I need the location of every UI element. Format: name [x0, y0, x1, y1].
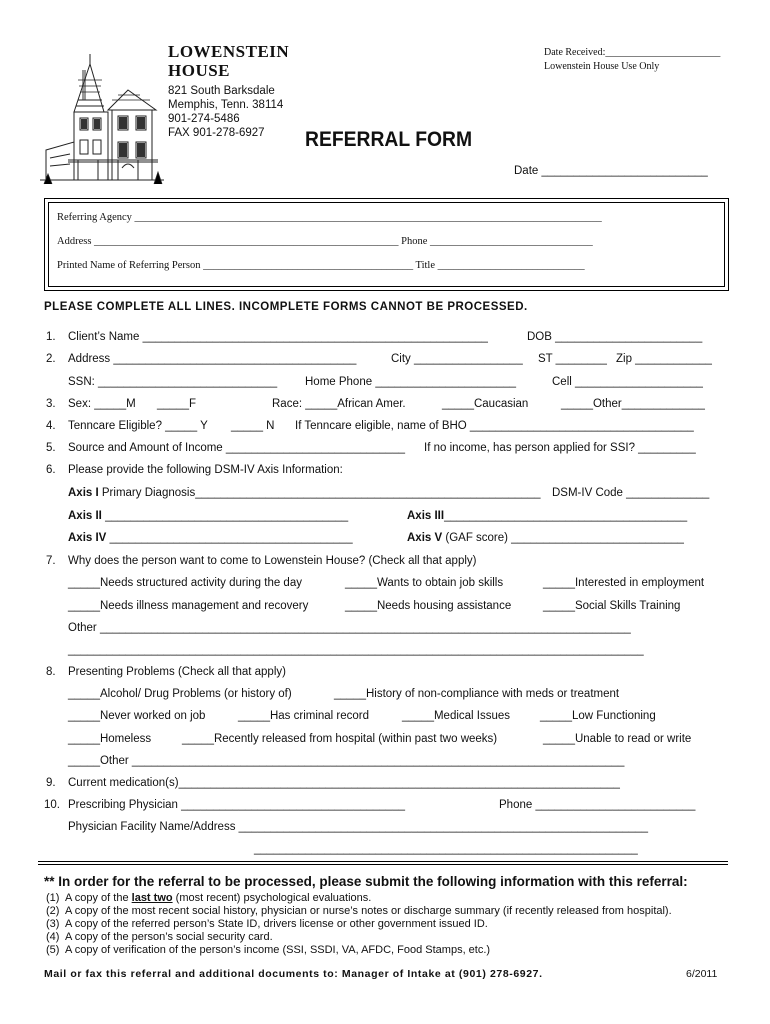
dob-field[interactable]: DOB _______________________	[527, 331, 703, 343]
axis-1-field[interactable]	[68, 487, 541, 499]
dsm-axis-prompt: Please provide the following DSM-IV Axis Information:	[68, 464, 343, 476]
race-caucasian-option[interactable]: _____Caucasian	[442, 398, 529, 410]
requirements-heading: ** In order for the referral to be processed, please submit the following information with this referral:	[44, 874, 688, 889]
requirement-2	[46, 905, 672, 918]
axis-1-input[interactable]: Primary Diagnosis______________________________________________________	[101, 487, 541, 499]
axis-5-field[interactable]	[407, 532, 684, 544]
item-number-5: 5.	[46, 442, 56, 454]
zip-field[interactable]: Zip ____________	[616, 353, 712, 365]
bho-name-field[interactable]: If Tenncare eligible, name of BHO ___________________________________	[295, 420, 694, 432]
form-version: 6/2011	[686, 968, 718, 980]
requirement-3-number: (3)	[46, 918, 60, 930]
race-other-option[interactable]: _____Other_____________	[561, 398, 705, 410]
requirement-3-text: A copy of the referred person’s State ID, drivers license or other government issued ID.	[64, 918, 488, 930]
prescribing-physician-field[interactable]: Prescribing Physician ___________________________________	[68, 799, 405, 811]
problem-read-write[interactable]: _____Unable to read or write	[543, 733, 692, 745]
requirement-3	[46, 918, 488, 931]
sex-male-option[interactable]: Sex: _____M	[68, 398, 136, 410]
axis-4-field[interactable]	[68, 532, 353, 544]
axis-3-input[interactable]: ______________________________________	[444, 510, 688, 522]
problem-low-functioning[interactable]: _____Low Functioning	[540, 710, 656, 722]
item-number-3: 3.	[46, 398, 56, 410]
divider-line-1	[38, 861, 728, 862]
org-phone: 901-274-5486	[168, 113, 240, 125]
reason-structured-activity[interactable]: _____Needs structured activity during the day	[68, 577, 302, 589]
axis-2-input[interactable]: ______________________________________	[105, 510, 349, 522]
item-number-9: 9.	[46, 777, 56, 789]
item-number-10: 10.	[44, 799, 60, 811]
problem-alcohol-drug[interactable]: _____Alcohol/ Drug Problems (or history of)	[68, 688, 292, 700]
referrer-name-field[interactable]: Printed Name of Referring Person ________________________________________ Title ____________________________	[57, 260, 585, 271]
axis-2-label: Axis II	[68, 510, 102, 522]
axis-1-label: Axis I	[68, 487, 99, 499]
house-illustration-logo	[38, 50, 170, 190]
org-street: 821 South Barksdale	[168, 85, 275, 97]
axis-5-label: Axis V	[407, 532, 443, 544]
requirement-1-emphasis: last two	[131, 892, 173, 904]
problem-medical-issues[interactable]: _____Medical Issues	[402, 710, 511, 722]
race-african-american-option[interactable]: Race: _____African Amer.	[272, 398, 406, 410]
state-field[interactable]: ST ________	[538, 353, 607, 365]
requirement-5-number: (5)	[46, 944, 60, 956]
cell-field[interactable]: Cell ____________________	[552, 376, 703, 388]
tenncare-no-option[interactable]: _____ N	[231, 420, 275, 432]
org-name-line2: HOUSE	[168, 61, 231, 80]
ssn-field[interactable]: SSN: ____________________________	[68, 376, 278, 388]
item-number-8: 8.	[46, 666, 56, 678]
item-number-2: 2.	[46, 353, 56, 365]
problem-homeless[interactable]: _____Homeless	[68, 733, 152, 745]
current-medications-field[interactable]: Current medication(s)_____________________________________________________________________	[68, 777, 620, 789]
income-source-field[interactable]: Source and Amount of Income ____________________________	[68, 442, 405, 454]
requirement-2-text: A copy of the most recent social history, physician or nurse’s notes or discharge summary (if recently released from hospital).	[64, 905, 672, 917]
referring-agency-field[interactable]: Referring Agency _________________________________________________________________________________________	[57, 212, 602, 223]
reason-other-field[interactable]: Other ___________________________________________________________________________________	[68, 622, 631, 634]
divider-line-2	[38, 864, 728, 865]
reason-employment[interactable]: _____Interested in employment	[543, 577, 705, 589]
date-received-field[interactable]: Date Received:_______________________	[544, 47, 721, 58]
problems-prompt: Presenting Problems (Check all that apply)	[68, 666, 286, 678]
item-number-6: 6.	[46, 464, 56, 476]
date-field[interactable]: Date __________________________	[514, 165, 708, 177]
requirement-4	[46, 931, 273, 944]
org-name	[168, 42, 289, 80]
axis-3-field[interactable]	[407, 510, 687, 522]
axis-3-label: Axis III	[407, 510, 445, 522]
problem-recently-released[interactable]: _____Recently released from hospital (within past two weeks)	[182, 733, 498, 745]
problem-noncompliance[interactable]: _____History of non-compliance with meds or treatment	[334, 688, 620, 700]
sex-female-option[interactable]: _____F	[157, 398, 197, 410]
problem-never-worked[interactable]: _____Never worked on job	[68, 710, 206, 722]
requirement-4-number: (4)	[46, 931, 60, 943]
problem-other-field[interactable]: _____Other _____________________________________________________________________________	[68, 755, 625, 767]
requirement-1	[46, 892, 371, 905]
form-title: REFERRAL FORM	[305, 128, 473, 151]
city-field[interactable]: City _________________	[391, 353, 523, 365]
reason-job-skills[interactable]: _____Wants to obtain job skills	[345, 577, 504, 589]
physician-facility-field[interactable]: Physician Facility Name/Address ________________________________________________________________	[68, 821, 648, 833]
item-number-1: 1.	[46, 331, 56, 343]
reason-other-line[interactable]: __________________________________________________________________________________________	[68, 644, 644, 656]
referrer-address-field[interactable]: Address __________________________________________________________ Phone _______________________________	[57, 236, 593, 247]
client-address-field[interactable]: Address ______________________________________	[68, 353, 357, 365]
physician-phone-field[interactable]: Phone _________________________	[499, 799, 696, 811]
axis-5-input[interactable]: (GAF score) ___________________________	[445, 532, 684, 544]
instructions: PLEASE COMPLETE ALL LINES. INCOMPLETE FORMS CANNOT BE PROCESSED.	[44, 301, 528, 313]
home-phone-field[interactable]: Home Phone ______________________	[305, 376, 517, 388]
org-address	[168, 84, 283, 140]
requirement-1-number: (1)	[46, 892, 60, 904]
requirement-1-post: (most recent) psychological evaluations.	[175, 892, 372, 904]
mail-instructions: Mail or fax this referral and additional documents to: Manager of Intake at (901) 278-6927.	[44, 968, 543, 980]
requirement-5-text: A copy of verification of the person’s income (SSI, SSDI, VA, AFDC, Food Stamps, etc.)	[64, 944, 491, 956]
client-name-field[interactable]: Client’s Name ______________________________________________________	[68, 331, 488, 343]
item-number-7: 7.	[46, 555, 56, 567]
org-fax: FAX 901-278-6927	[168, 127, 265, 139]
requirement-5	[46, 944, 490, 957]
reason-housing[interactable]: _____Needs housing assistance	[345, 600, 512, 612]
use-only-label: Lowenstein House Use Only	[544, 61, 660, 72]
physician-facility-line[interactable]: ____________________________________________________________	[254, 843, 638, 855]
ssi-applied-field[interactable]: If no income, has person applied for SSI? _________	[424, 442, 696, 454]
problem-criminal-record[interactable]: _____Has criminal record	[238, 710, 370, 722]
axis-2-field[interactable]	[68, 510, 348, 522]
reason-social-skills[interactable]: _____Social Skills Training	[543, 600, 681, 612]
tenncare-yes-option[interactable]: Tenncare Eligible? _____ Y	[68, 420, 208, 432]
axis-4-input[interactable]: ______________________________________	[109, 532, 353, 544]
reason-illness-management[interactable]: _____Needs illness management and recovery	[68, 600, 309, 612]
axis-4-label: Axis IV	[68, 532, 107, 544]
org-city: Memphis, Tenn. 38114	[168, 99, 284, 111]
dsm-code-field[interactable]: DSM-IV Code _____________	[552, 487, 710, 499]
reasons-prompt: Why does the person want to come to Lowenstein House? (Check all that apply)	[68, 555, 477, 567]
item-number-4: 4.	[46, 420, 56, 432]
requirement-1-pre: A copy of the	[64, 892, 129, 904]
requirement-4-text: A copy of the person’s social security card.	[64, 931, 273, 943]
requirement-2-number: (2)	[46, 905, 60, 917]
org-name-line1: LOWENSTEIN	[168, 42, 290, 61]
